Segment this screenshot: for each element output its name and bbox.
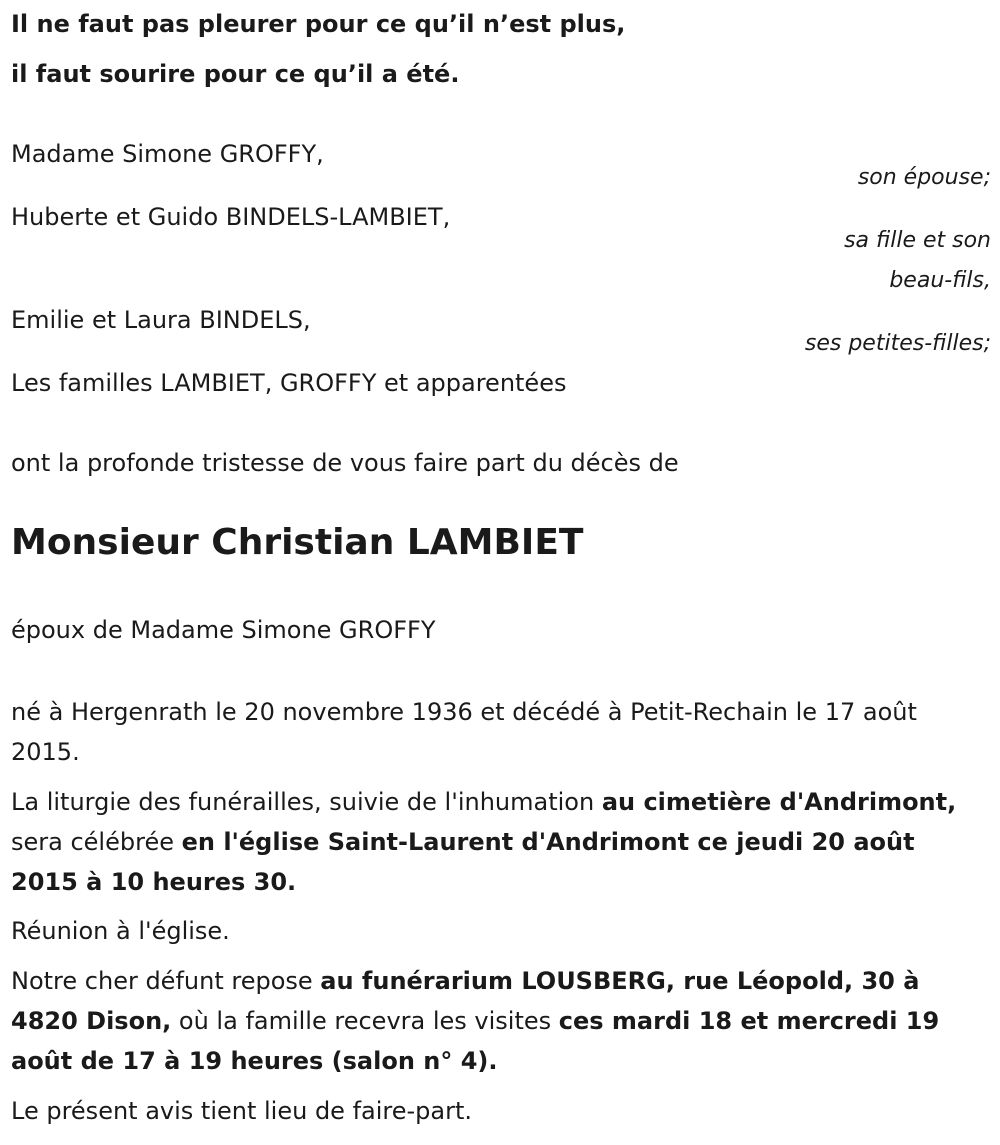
quote-line-2: il faut sourire pour ce qu’il a été. [11,60,460,88]
funeral-text-1: La liturgie des funérailles, suivie de l'inhumation [11,788,602,816]
funeral-church-date: en l'église Saint-Laurent d'Andrimont ce jeudi 20 août 2015 à 10 heures 30. [11,828,915,896]
visit-funeral-home: au funérarium LOUSBERG, rue Léopold, 30 à 4820 Dison, [11,967,920,1035]
family-name-spouse: Madame Simone GROFFY, [11,140,324,168]
funeral-cemetery: au cimetière d'Andrimont, [601,788,957,816]
family-name-families: Les familles LAMBIET, GROFFY et apparentées [11,369,567,397]
visit-times: ces mardi 18 et mercredi 19 août de 17 à 19 heures (salon n° 4). [11,1007,940,1075]
quote-line-1: Il ne faut pas pleurer pour ce qu’il n’est plus, [11,10,626,38]
spouse-line: époux de Madame Simone GROFFY [11,616,436,644]
relation-spouse: son épouse; [857,165,991,190]
visit-text-2: où la famille recevra les visites [171,1007,559,1035]
relation-daughter-line-1: sa fille et son [844,228,991,253]
visit-text-1: Notre cher défunt repose [11,967,321,995]
visit-paragraph [11,961,981,1081]
deceased-name: Monsieur Christian LAMBIET [11,522,584,563]
funeral-text-2: sera célébrée [11,828,182,856]
closing-paragraph: Le présent avis tient lieu de faire-part. [11,1097,473,1125]
birth-death-paragraph: né à Hergenrath le 20 novembre 1936 et décédé à Petit-Rechain le 17 août 2015. [11,698,917,766]
announcement-text: ont la profonde tristesse de vous faire part du décès de [11,449,679,477]
family-name-granddaughters: Emilie et Laura BINDELS, [11,306,311,334]
relation-daughter-line-2: beau-fils, [889,268,991,293]
meeting-paragraph: Réunion à l'église. [11,917,230,945]
family-name-daughter: Huberte et Guido BINDELS-LAMBIET, [11,203,451,231]
relation-granddaughters: ses petites-filles; [804,331,991,356]
funeral-paragraph [11,782,981,902]
